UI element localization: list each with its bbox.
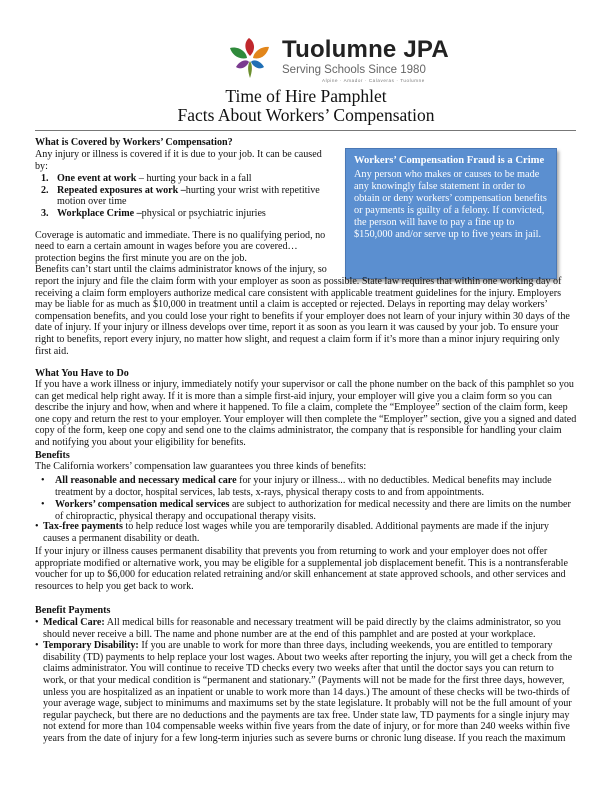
page-subtitle: Facts About Workers’ Compensation	[177, 105, 435, 125]
coverage-line-2: need to earn a certain amount in wages before you are covered…	[35, 241, 298, 252]
item-bold: Workers’ compensation medical services	[55, 499, 230, 511]
coverage-line-1: Coverage is automatic and immediate. There is no qualifying period, no	[35, 230, 326, 241]
list-item	[35, 617, 577, 640]
list-item	[35, 640, 577, 744]
payments-list	[35, 617, 577, 745]
item-text: physical or psychiatric injuries	[141, 207, 266, 219]
item-bold: All reasonable and necessary medical care	[55, 475, 237, 486]
coverage-line-3: protection begins the first minute you are on the job.	[35, 253, 247, 264]
item-text: for your injury or illness... with no deductibles. Medical benefits may include treatment by a doctor, hospital services, lab tests, x-rays, physical therapy costs to and from appointments.	[55, 475, 552, 498]
tuolumne-jpa-logo	[222, 34, 449, 83]
list-number: 1.	[41, 173, 49, 184]
list-item	[35, 475, 577, 498]
displacement-paragraph: If your injury or illness causes permanent disability that prevents you from returning to work and your employer does not offer appropriate modified or alternative work, you may be eligible for a supplemental job displacement benefit. This is a nontransferable voucher for up to $6,000 for education related retraining and/or skill enhancement at state approved schools, and other services and resources to help you get back to work.	[35, 546, 568, 592]
benefits-list	[35, 475, 577, 522]
list-item	[35, 499, 577, 522]
org-name: Tuolumne JPA	[282, 36, 449, 63]
bullet-icon: •	[35, 617, 39, 628]
item-bold: Tax-free payments	[43, 521, 123, 532]
item-text: to help reduce lost wages while you are temporarily disabled. Additional payments are made if the injury causes a permanent disability or death.	[43, 521, 549, 544]
benefits-intro: The California workers’ compensation law guarantees you three kinds of benefits:	[35, 461, 367, 472]
benefits-list-continued	[35, 521, 577, 544]
covered-list	[35, 173, 335, 219]
header-divider	[35, 130, 576, 131]
list-number: 2.	[41, 184, 49, 196]
bullet-icon: •	[35, 521, 39, 532]
section-heading-todo: What You Have to Do	[35, 368, 129, 379]
list-item	[35, 208, 335, 220]
section-heading-payments: Benefit Payments	[35, 605, 111, 616]
list-item	[35, 185, 335, 208]
list-item	[35, 521, 577, 544]
page-title: Time of Hire Pamphlet	[225, 86, 387, 106]
list-item	[35, 173, 335, 185]
leaf-emblem-icon	[222, 34, 282, 82]
item-text: All medical bills for reasonable and necessary treatment will be paid directly by the claims administrator, so you should never receive a bill. The name and phone number are at the end of this pamphlet and are posted at your workplace.	[43, 617, 561, 640]
list-number: 3.	[41, 207, 49, 219]
section-heading-covered: What is Covered by Workers’ Compensation?	[35, 137, 233, 148]
benefits-start-paragraph: report the injury and file the claim form with your employer as soon as possible. State law requires that within one working day of receiving a claim form employers authorize medical care consistent with applicable treatment guidelines for the injury. Employers may be liable for as much as $10,000 in treatment until a claim is accepted or rejected. Delays in reporting may delay workers’ compensation benefits, and you could lose your right to benefits if your employer does not learn of your injury within 30 days of the date of injury. If your injury or illness develops over time, report it as soon as you learn it was caused by your job. To ensure your right to benefits, report every injury, no matter how slight, and request a claim form if it’s more than a minor injury requiring only first aid.	[35, 276, 570, 357]
item-text: – hurting your back in a fall	[136, 173, 252, 184]
todo-paragraph: If you have a work illness or injury, immediately notify your supervisor or call the phone number on the back of this pamphlet so you can get medical help right away. If it is more than a simple first-aid injury, your employer will give you a claim form so you can describe the injury and how, when and where it happened. To file a claim, complete the “Employee” section of the claim form, keep one copy and return the rest to your employer. Your employer will then complete the “Employer” section, give you a signed and dated copy of the form, keep one copy and send one to the claims administrator, the company that is responsible for handling your claim and notifying you about your eligibility for benefits.	[35, 379, 577, 448]
benefits-start-line-1: Benefits can’t start until the claims administrator knows of the injury, so	[35, 264, 327, 275]
bullet-icon: •	[41, 499, 45, 511]
callout-body: Any person who makes or causes to be made any knowingly false statement in order to obtain or deny workers’ compensation benefits or payments is guilty of a felony. If convicted, the person will have to pay a fine up to $150,000 and/or serve up to five years in jail.	[354, 169, 547, 240]
bullet-icon: •	[35, 640, 39, 652]
item-bold: Repeated exposures at work –	[57, 184, 186, 196]
bullet-icon: •	[41, 475, 45, 486]
item-bold: One event at work	[57, 173, 137, 184]
covered-intro: Any injury or illness is covered if it is due to your job. It can be caused by:	[35, 149, 322, 172]
callout-title: Workers’ Compensation Fraud is a Crime	[354, 155, 545, 166]
fraud-callout-box	[345, 148, 557, 279]
item-text: hurting your wrist with repetitive motion over time	[57, 184, 320, 208]
section-heading-benefits: Benefits	[35, 450, 70, 461]
org-counties: Alpine · Amador · Calaveras · Tuolumne	[322, 78, 425, 83]
item-bold: Medical Care:	[43, 617, 105, 628]
item-bold: Temporary Disability:	[43, 640, 139, 652]
item-bold: Workplace Crime –	[57, 207, 142, 219]
item-text: are subject to authorization for medical necessity and there are limits on the number of chiropractic, physical therapy and occupational therapy visits.	[55, 499, 571, 522]
org-tagline: Serving Schools Since 1980	[282, 64, 426, 76]
item-text: If you are unable to work for more than three days, including weekends, you are entitled to temporary disability (TD) payments to help replace your lost wages. About two weeks after reporting the injury, you will get a check from the claims administrator. You will continue to receive TD checks every two weeks after that until the doctor says you can return to work, or that your medical condition is “permanent and stationary.” (Payments will not be made for the first three days, however, unless you are hospitalized as an inpatient or unable to work more than 14 days.) The amount of these checks will be two-thirds of your average wage, subject to minimums and maximums set by the state legislature. It probably will not be the full amount of your regular paycheck, but there are no deductions and the payments are tax free. Under state law, TD payments for a single injury may not extend for more than 104 compensable weeks within five years from the date of injury, or for more than 240 weeks within five years from the date of injury for a few long-term injuries such as severe burns or chronic lung disease. If you reach the maximum	[43, 640, 573, 744]
